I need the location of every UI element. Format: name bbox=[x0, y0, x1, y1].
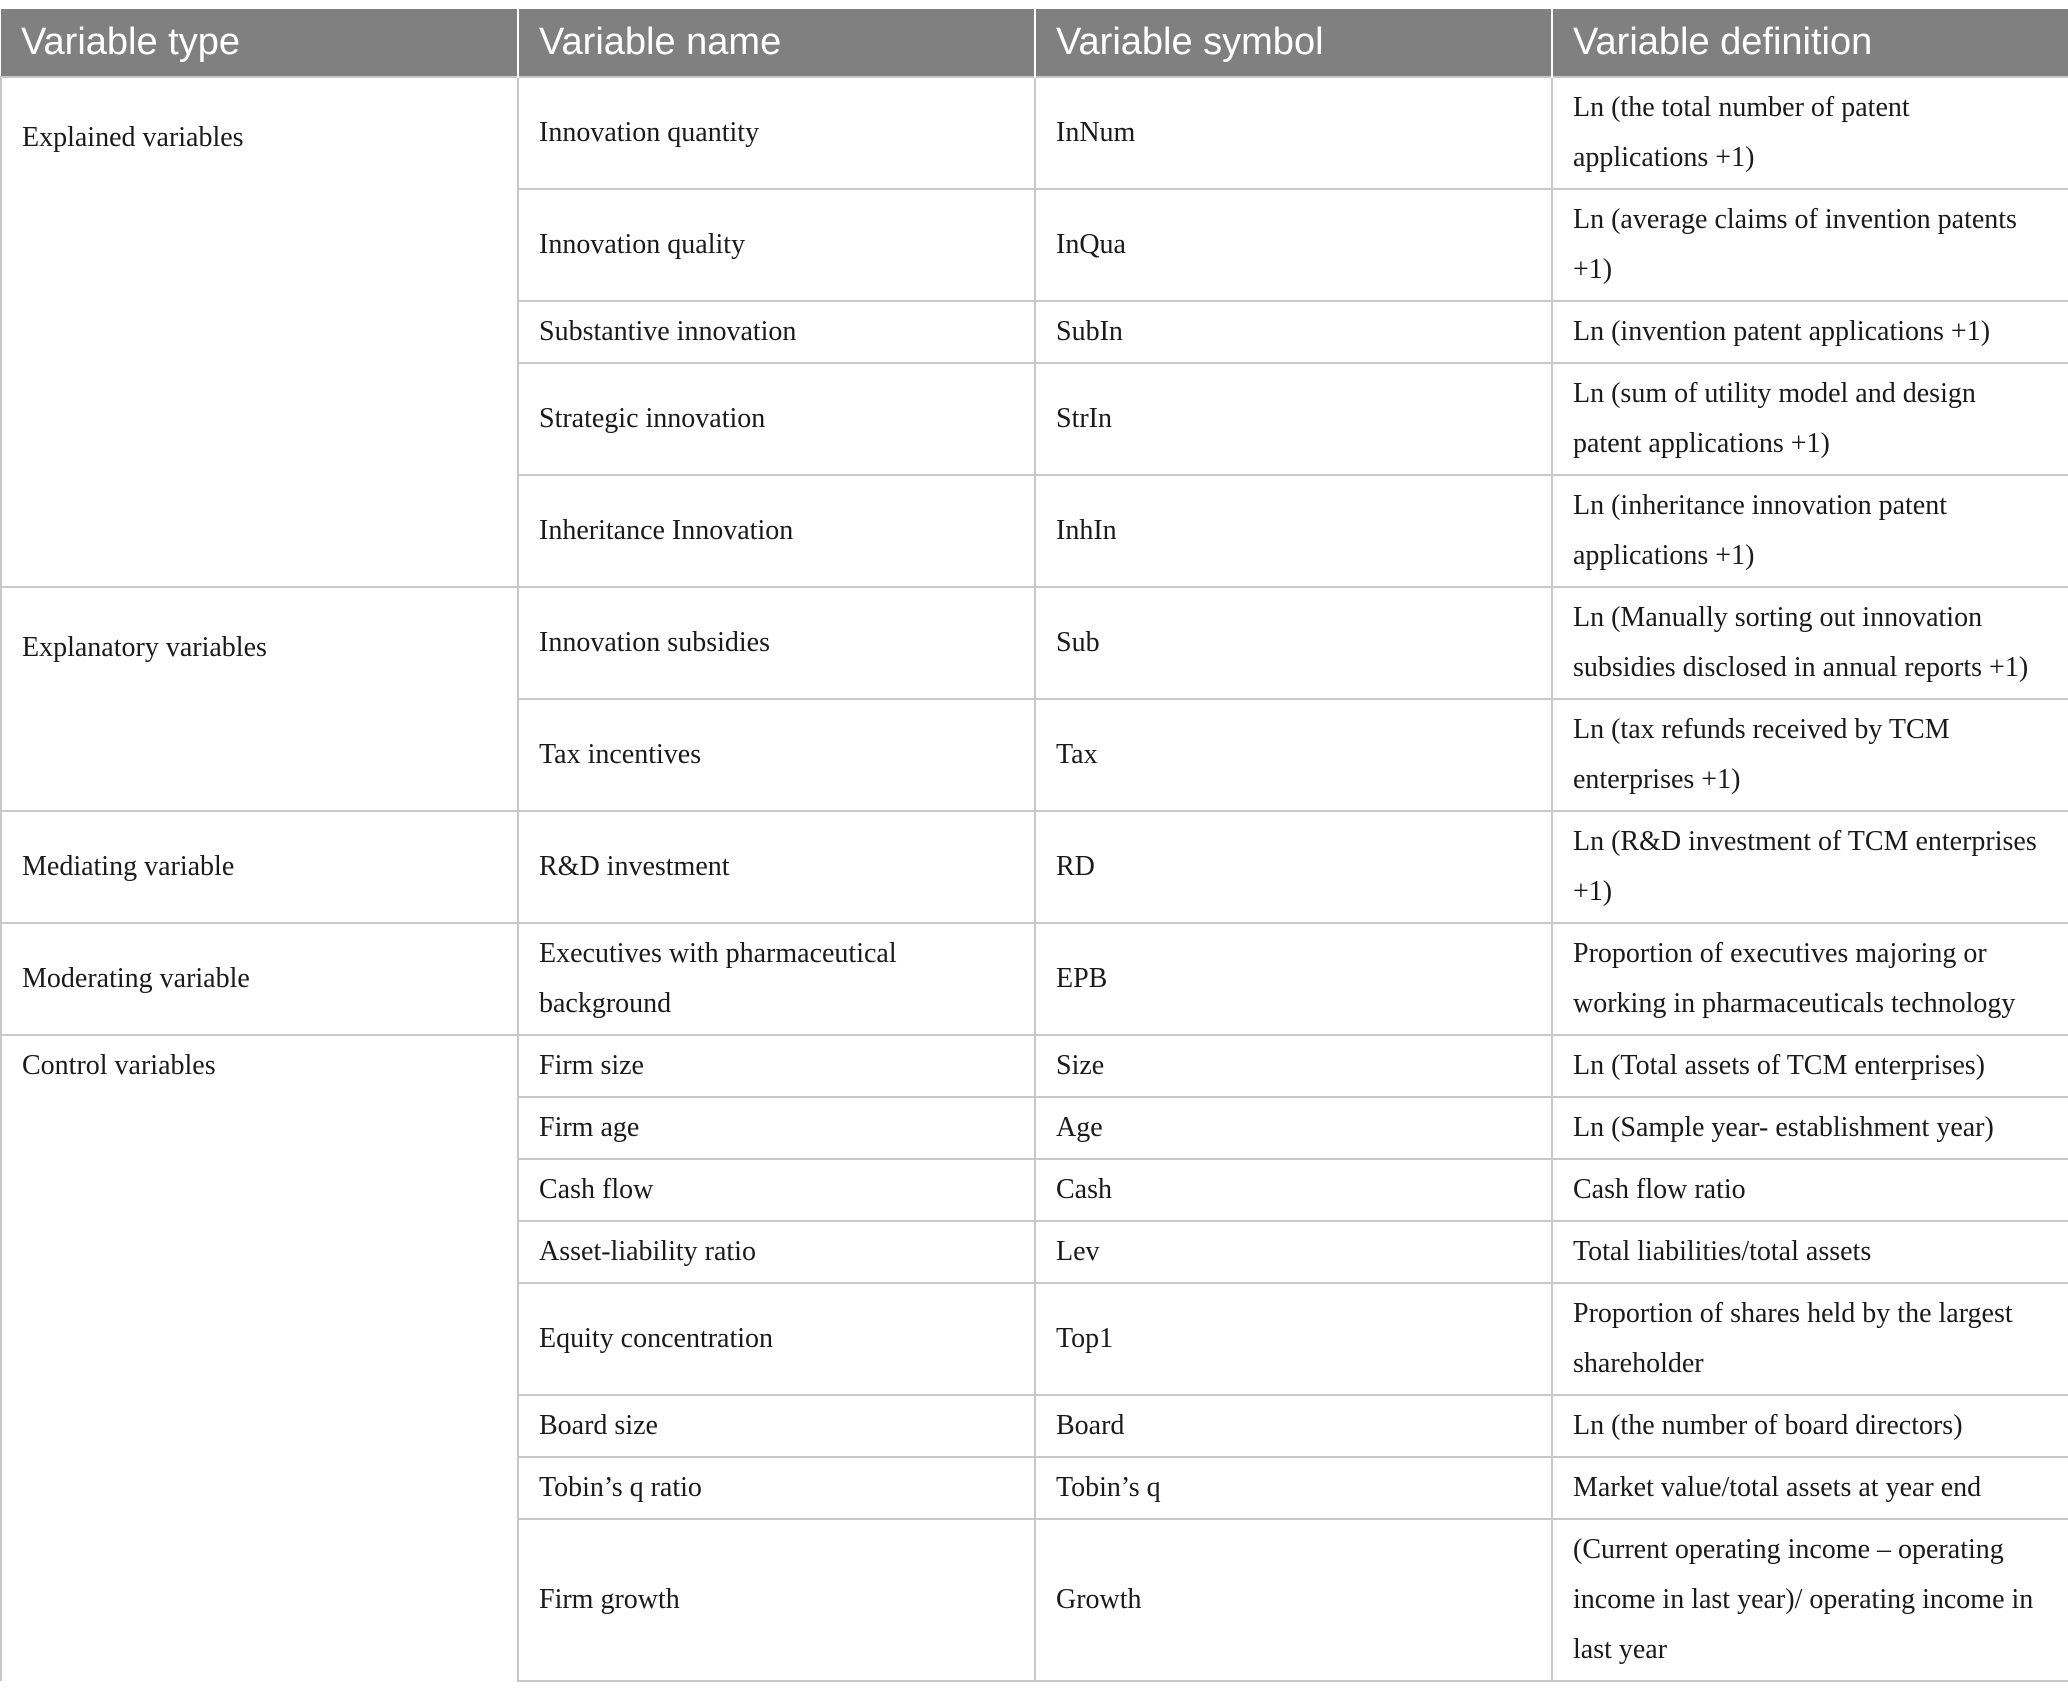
table-header bbox=[1, 9, 2068, 77]
variable-symbol-cell: InNum bbox=[1035, 77, 1552, 189]
variable-name-cell: Firm age bbox=[518, 1097, 1035, 1159]
variable-definition-cell: Ln (invention patent applications +1) bbox=[1552, 301, 2068, 363]
variable-symbol-cell: Lev bbox=[1035, 1221, 1552, 1283]
table-body bbox=[1, 77, 2068, 1681]
variable-definition-cell: Ln (Total assets of TCM enterprises) bbox=[1552, 1035, 2068, 1097]
variable-symbol-cell: Growth bbox=[1035, 1519, 1552, 1681]
variable-type-cell: Explanatory variables bbox=[1, 587, 518, 811]
variable-type-cell: Moderating variable bbox=[1, 923, 518, 1035]
header-row bbox=[1, 9, 2068, 77]
variable-name-cell: Board size bbox=[518, 1395, 1035, 1457]
variable-name-cell: Firm size bbox=[518, 1035, 1035, 1097]
header-variable-type: Variable type bbox=[1, 9, 518, 77]
variable-definition-cell: Ln (Sample year- establishment year) bbox=[1552, 1097, 2068, 1159]
variable-definition-cell: Ln (sum of utility model and design patent applications +1) bbox=[1552, 363, 2068, 475]
variable-definition-cell: Proportion of executives majoring or working in pharmaceuticals technology bbox=[1552, 923, 2068, 1035]
variable-symbol-cell: Cash bbox=[1035, 1159, 1552, 1221]
variable-symbol-cell: Tax bbox=[1035, 699, 1552, 811]
variable-symbol-cell: StrIn bbox=[1035, 363, 1552, 475]
variable-definition-cell: Ln (R&D investment of TCM enterprises +1) bbox=[1552, 811, 2068, 923]
variable-name-cell: Innovation quantity bbox=[518, 77, 1035, 189]
variable-name-cell: Firm growth bbox=[518, 1519, 1035, 1681]
variable-definition-cell: Ln (the number of board directors) bbox=[1552, 1395, 2068, 1457]
variable-definition-cell: Cash flow ratio bbox=[1552, 1159, 2068, 1221]
variable-name-cell: Asset-liability ratio bbox=[518, 1221, 1035, 1283]
variable-symbol-cell: InQua bbox=[1035, 189, 1552, 301]
variable-definition-cell: Ln (tax refunds received by TCM enterprises +1) bbox=[1552, 699, 2068, 811]
variable-name-cell: Equity concentration bbox=[518, 1283, 1035, 1395]
header-variable-symbol: Variable symbol bbox=[1035, 9, 1552, 77]
variable-name-cell: Tax incentives bbox=[518, 699, 1035, 811]
variable-symbol-cell: SubIn bbox=[1035, 301, 1552, 363]
variable-name-cell: Cash flow bbox=[518, 1159, 1035, 1221]
variable-definition-cell: Ln (the total number of patent applications +1) bbox=[1552, 77, 2068, 189]
table-row bbox=[1, 811, 2068, 923]
variable-symbol-cell: InhIn bbox=[1035, 475, 1552, 587]
variable-symbol-cell: Age bbox=[1035, 1097, 1552, 1159]
variable-definition-cell: Total liabilities/total assets bbox=[1552, 1221, 2068, 1283]
variable-name-cell: Substantive innovation bbox=[518, 301, 1035, 363]
variable-definition-cell: (Current operating income – operating income in last year)/ operating income in last year bbox=[1552, 1519, 2068, 1681]
variable-type-cell: Control variables bbox=[1, 1035, 518, 1681]
variable-symbol-cell: Board bbox=[1035, 1395, 1552, 1457]
variable-name-cell: Tobin’s q ratio bbox=[518, 1457, 1035, 1519]
variable-symbol-cell: Tobin’s q bbox=[1035, 1457, 1552, 1519]
variable-type-cell: Explained variables bbox=[1, 77, 518, 587]
header-variable-definition: Variable definition bbox=[1552, 9, 2068, 77]
variables-table bbox=[0, 9, 2068, 1682]
table-row bbox=[1, 1035, 2068, 1097]
variable-symbol-cell: EPB bbox=[1035, 923, 1552, 1035]
variable-name-cell: Inheritance Innovation bbox=[518, 475, 1035, 587]
variable-symbol-cell: RD bbox=[1035, 811, 1552, 923]
variable-name-cell: Executives with pharmaceutical background bbox=[518, 923, 1035, 1035]
variable-definition-cell: Ln (Manually sorting out innovation subsidies disclosed in annual reports +1) bbox=[1552, 587, 2068, 699]
table-row bbox=[1, 923, 2068, 1035]
variable-name-cell: Innovation subsidies bbox=[518, 587, 1035, 699]
header-variable-name: Variable name bbox=[518, 9, 1035, 77]
table-row bbox=[1, 587, 2068, 699]
variable-definition-cell: Ln (average claims of invention patents +1) bbox=[1552, 189, 2068, 301]
variable-definition-cell: Proportion of shares held by the largest shareholder bbox=[1552, 1283, 2068, 1395]
variable-name-cell: R&D investment bbox=[518, 811, 1035, 923]
table-row bbox=[1, 77, 2068, 189]
variable-definition-cell: Ln (inheritance innovation patent applications +1) bbox=[1552, 475, 2068, 587]
variable-name-cell: Innovation quality bbox=[518, 189, 1035, 301]
variable-symbol-cell: Top1 bbox=[1035, 1283, 1552, 1395]
variable-symbol-cell: Sub bbox=[1035, 587, 1552, 699]
variable-name-cell: Strategic innovation bbox=[518, 363, 1035, 475]
variable-type-cell: Mediating variable bbox=[1, 811, 518, 923]
variable-symbol-cell: Size bbox=[1035, 1035, 1552, 1097]
variable-definition-cell: Market value/total assets at year end bbox=[1552, 1457, 2068, 1519]
